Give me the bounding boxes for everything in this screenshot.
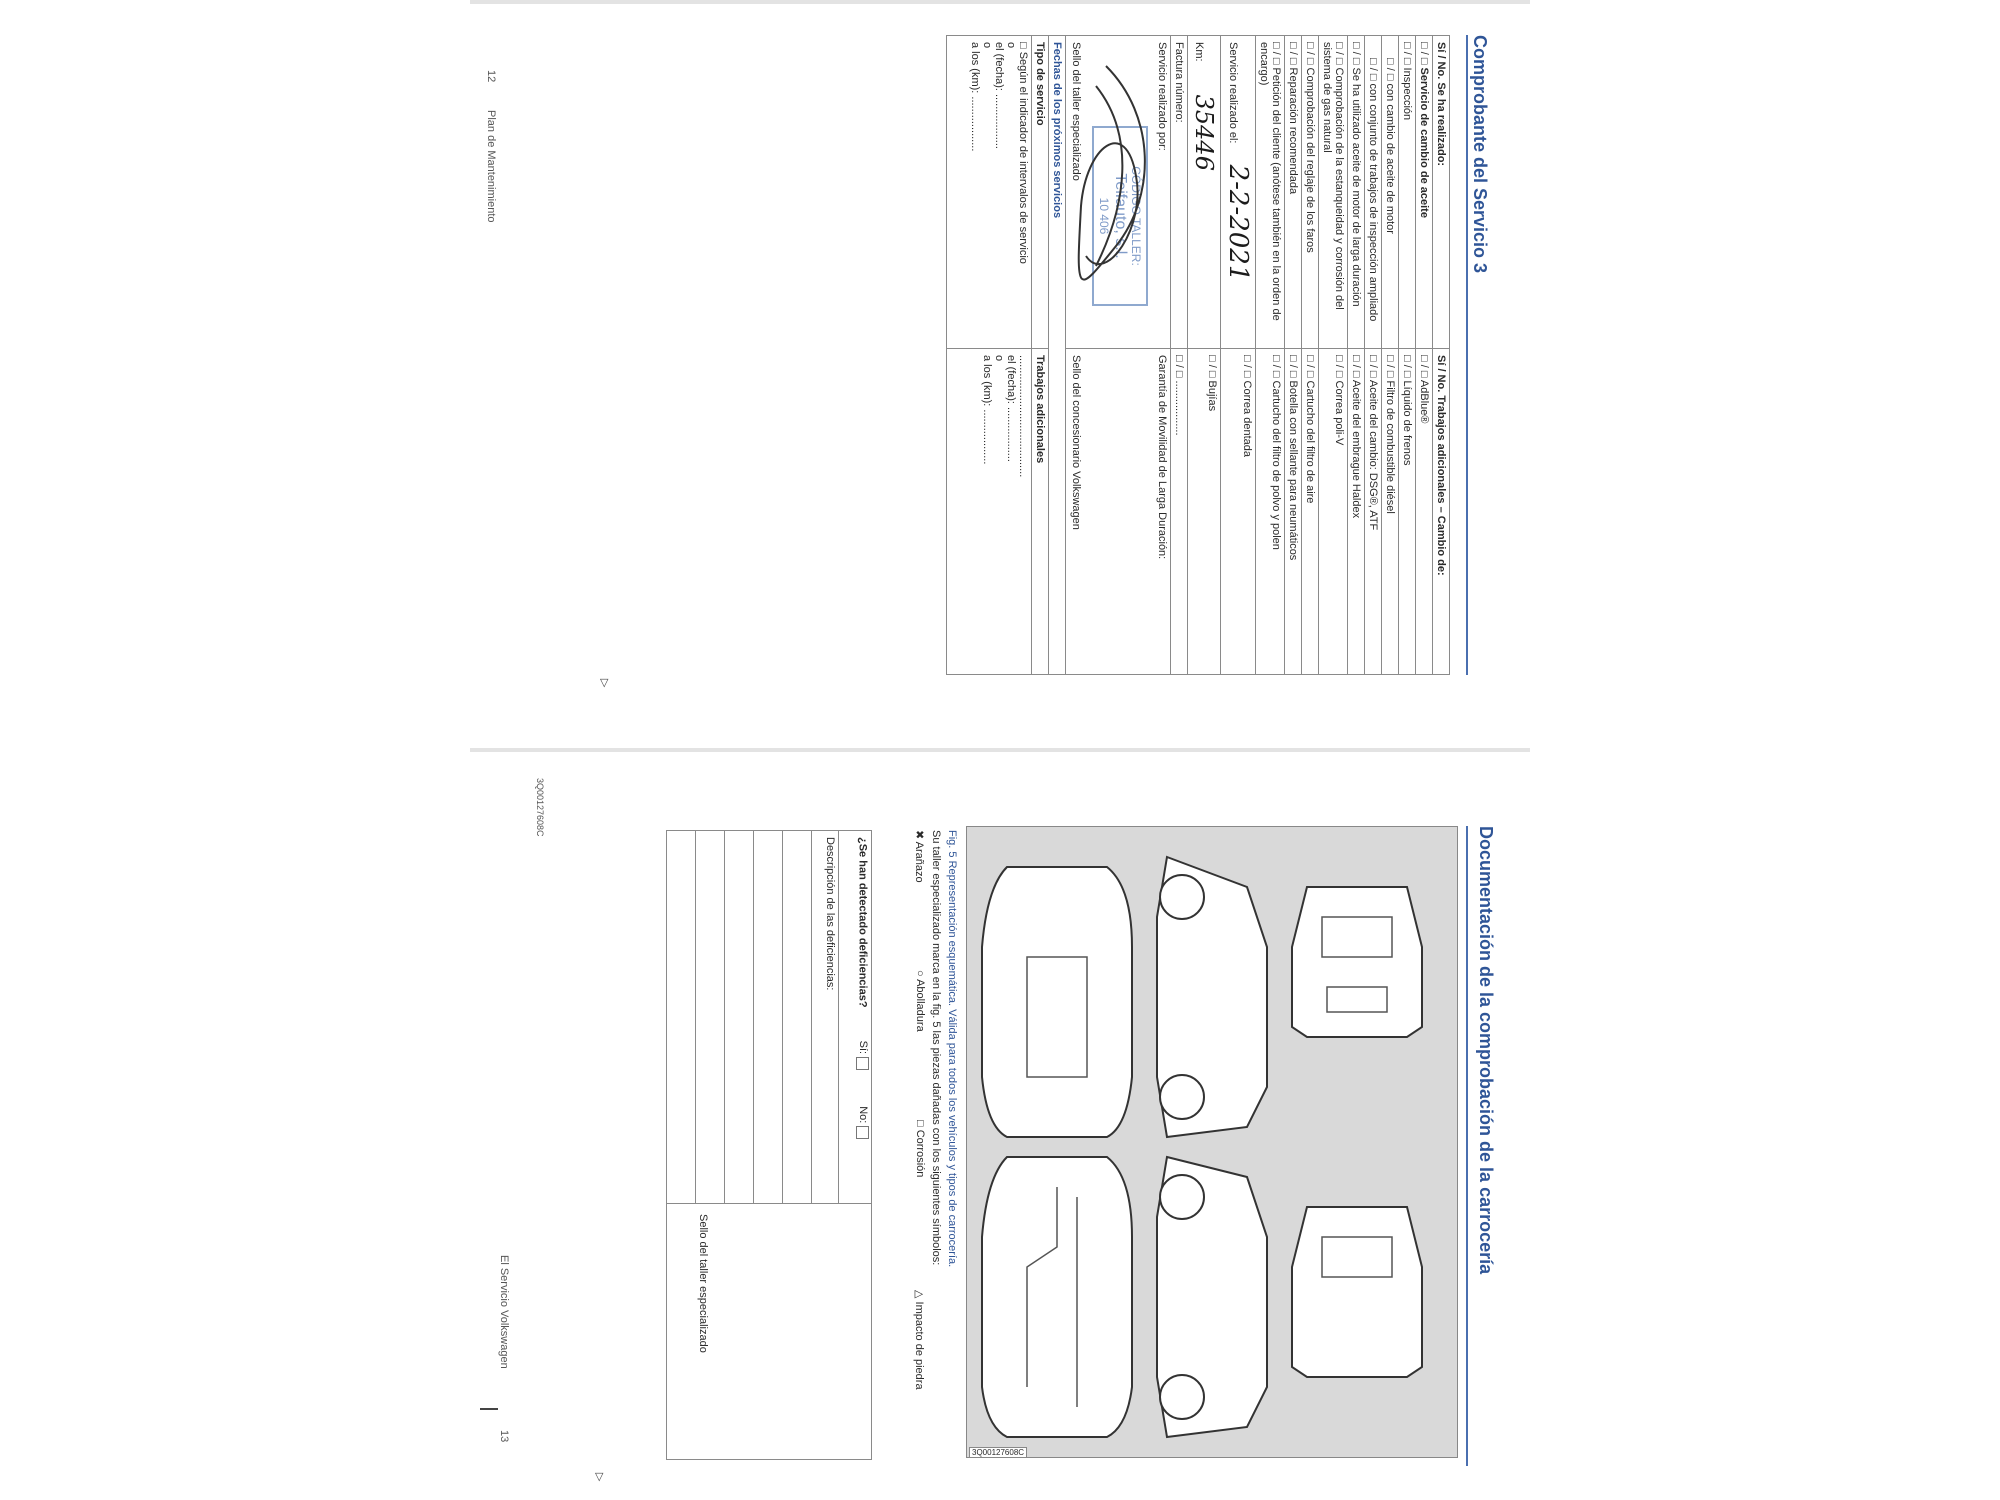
performed-by-cell (1066, 36, 1171, 349)
col2-row (1319, 349, 1348, 675)
car-rear-view (1292, 1207, 1422, 1377)
car-diagram-panel (966, 826, 1458, 1458)
col2-item-7: Botella con sellante para neumáticos (1287, 380, 1299, 561)
workshop-stamp-label: Sello del taller especializado (1070, 42, 1082, 181)
col1-item-1: Inspección (1401, 67, 1413, 121)
col1-header: Sí / No. Se ha realizado: (1433, 36, 1450, 349)
col2-row (1302, 349, 1319, 675)
checkbox-pair[interactable]: □ / □ (1241, 355, 1253, 378)
col1-row (1256, 36, 1285, 349)
service-form (946, 35, 1450, 675)
next-service-lines (947, 36, 1032, 349)
scan-fold-line (470, 748, 1530, 752)
left-footer-text: Plan de Mantenimiento (485, 110, 497, 223)
col2-row (1171, 349, 1188, 675)
col2-item-3: Aceite del cambio: DSG®, ATF (1367, 379, 1379, 531)
col2-row (1399, 349, 1416, 675)
symbol-corrosion: □ Corrosión (914, 1120, 926, 1178)
additional-work-line[interactable]: a los (km): .................. (981, 355, 993, 465)
deficiencies-table (666, 830, 872, 1460)
checkbox-pair[interactable]: □ / □ (1401, 42, 1413, 65)
yes-label: Sí: (856, 1040, 869, 1055)
col1-row (1365, 36, 1382, 349)
col1-row (1319, 36, 1348, 349)
col2-row (1285, 349, 1302, 675)
invoice-label: Factura número: (1173, 42, 1185, 123)
additional-work-lines (947, 349, 1032, 675)
marking-instruction: Su taller especializado marca en la fig. 5 las piezas dañadas con los siguientes símbolos: (930, 830, 942, 1266)
col1-item-7: Reparación recomendada (1287, 67, 1299, 195)
performed-by-label: Servicio realizado por: (1156, 42, 1168, 151)
workshop-stamp-cell (667, 1204, 872, 1460)
right-title-rule (1466, 826, 1468, 1466)
no-checkbox[interactable] (856, 1126, 869, 1139)
additional-work-label: Trabajos adicionales (1032, 349, 1049, 675)
col2-row (1256, 349, 1285, 675)
next-service-line: o (981, 42, 993, 49)
additional-work-line[interactable]: el (fecha): .................. (1005, 355, 1017, 462)
next-services-title: Fechas de los próximos servicios (1049, 36, 1066, 675)
checkbox-pair[interactable]: □ / □ (1367, 355, 1379, 378)
description-line[interactable] (754, 831, 783, 1204)
service-date-label: Servicio realizado el: (1227, 42, 1239, 144)
col2-row (1188, 349, 1221, 675)
service-date-cell (1221, 36, 1256, 349)
col1-item-4: Se ha utilizado aceite de motor de larga duración (1350, 67, 1362, 307)
col2-item-4: Aceite del embrague Haldex (1350, 379, 1362, 519)
col1-row (1348, 36, 1365, 349)
service-form-table (946, 35, 1450, 675)
col1-item-2: con cambio de aceite de motor (1384, 83, 1396, 234)
checkbox-pair[interactable]: □ / □ (1350, 42, 1362, 65)
left-page-title: Comprobante del Servicio 3 (1470, 35, 1490, 274)
right-corner-triangle: ▽ (595, 1471, 604, 1483)
col2-item-1: Líquido de frenos (1401, 380, 1413, 466)
col2-item-2: Filtro de combustible diésel (1384, 380, 1396, 514)
col2-header: Sí / No. Trabajos adicionales – Cambio de: (1433, 349, 1450, 675)
left-title-rule (1466, 35, 1468, 675)
dealer-stamp-label: Sello del concesionario Volkswagen (1070, 355, 1082, 530)
right-page-number: 13 (498, 1430, 510, 1443)
service-date-value[interactable]: 2-2-2021 (1223, 164, 1253, 282)
wheel (1160, 1175, 1204, 1219)
additional-work-line[interactable]: ........................................ (1017, 355, 1029, 478)
stamp-line: Teifauto, s.l. (1112, 173, 1129, 259)
checkbox-pair[interactable]: □ / □ (1418, 42, 1430, 65)
deficiencies-form (666, 830, 872, 1460)
right-page-title: Documentación de la comprobación de la carrocería (1476, 826, 1496, 1275)
col1-row (1416, 36, 1433, 349)
km-label: Km: (1193, 42, 1205, 62)
left-corner-triangle: ▽ (600, 677, 609, 689)
checkbox-pair[interactable]: □ / □ (1304, 42, 1316, 65)
additional-work-line: o (993, 355, 1005, 362)
km-cell (1188, 36, 1221, 349)
car-diagram (967, 827, 1457, 1457)
deficiencies-question: ¿Se han detectado deficiencias? (856, 837, 869, 1008)
symbol-stone-impact: △ Impacto de piedra (913, 1290, 925, 1390)
invoice-cell (1171, 36, 1188, 349)
checkbox-pair[interactable]: □ / □ (1333, 355, 1345, 378)
car-top-view (982, 867, 1132, 1137)
doc-ref: 3Q00127608C (535, 778, 545, 837)
col2-item-9: Correa dentada (1241, 380, 1253, 457)
next-service-line[interactable]: el (fecha): .................. (993, 42, 1005, 149)
col1-row (1399, 36, 1416, 349)
symbol-dent: ○ Abolladura (914, 970, 926, 1032)
col2-item-11: .................. (1173, 380, 1185, 436)
col1-row (1285, 36, 1302, 349)
right-footer-bar (480, 1408, 498, 1410)
col2-item-0: AdBlue® (1418, 379, 1430, 424)
checkbox-pair[interactable]: □ / □ (1304, 355, 1316, 378)
checkbox-pair[interactable]: □ / □ (1206, 355, 1218, 378)
right-footer-text: El Servicio Volkswagen (498, 1255, 510, 1369)
col2-item-6: Cartucho del filtro de aire (1304, 380, 1316, 504)
description-line[interactable] (725, 831, 754, 1204)
checkbox-pair[interactable]: □ / □ (1401, 355, 1413, 378)
km-value[interactable]: 35446 (1190, 94, 1218, 171)
checkbox-pair[interactable]: □ / □ (1287, 42, 1299, 65)
col2-row (1382, 349, 1399, 675)
checkbox-pair[interactable]: □ / □ (1384, 58, 1396, 81)
description-label: Descripción de las deficiencias: (812, 831, 839, 1204)
stamp-line: 10 406 (1097, 197, 1111, 235)
service-type-label: Tipo de servicio (1032, 36, 1049, 349)
car-front-view (1292, 887, 1422, 1037)
col1-item-0: Servicio de cambio de aceite (1418, 67, 1430, 218)
wheel (1160, 1075, 1204, 1119)
col2-item-5: Correa poli-V (1333, 380, 1345, 446)
col1-row (1382, 36, 1399, 349)
col1-item-6: Comprobación del reglaje de los faros (1304, 67, 1316, 253)
col1-item-3: con conjunto de trabajos de inspección ampliado (1367, 83, 1379, 322)
warranty-label: Garantía de Movilidad de Larga Duración: (1156, 355, 1168, 560)
checkbox-pair[interactable]: □ / □ (1350, 355, 1362, 378)
col2-item-8: Cartucho del filtro de polvo y polen (1270, 380, 1282, 550)
description-line[interactable] (783, 831, 812, 1204)
right-workshop-stamp-label: Sello del taller especializado (697, 1214, 709, 1353)
col1-item-8: Petición del cliente (anótese también en la orden de encargo) (1258, 42, 1282, 321)
col2-row (1221, 349, 1256, 675)
wheel (1160, 1375, 1204, 1419)
checkbox-pair[interactable]: □ / □ (1367, 58, 1379, 81)
no-label: No: (856, 1106, 869, 1124)
stamp-line: CÓDIGO TALLER: (1129, 166, 1143, 266)
checkbox-pair[interactable]: □ / □ (1270, 42, 1282, 65)
scan-edge-top (470, 0, 1530, 4)
checkbox-pair[interactable]: □ / □ (1270, 355, 1282, 378)
symbol-scratch: ✖ Arañazo (913, 830, 925, 883)
description-line[interactable] (667, 831, 696, 1204)
next-service-line: o (1005, 42, 1017, 49)
warranty-cell (1066, 349, 1171, 675)
col2-item-10: Bujías (1206, 380, 1218, 412)
col2-row (1348, 349, 1365, 675)
wheel (1160, 875, 1204, 919)
checkbox-pair[interactable]: □ / □ (1384, 355, 1396, 378)
yes-checkbox[interactable] (856, 1057, 869, 1070)
description-line[interactable] (696, 831, 725, 1204)
col2-row (1416, 349, 1433, 675)
deficiencies-question-cell (839, 831, 872, 1204)
col2-row (1365, 349, 1382, 675)
figure-ref: 3Q00127608C (969, 1447, 1027, 1458)
next-service-line[interactable]: □ Según el indicador de intervalos de servicio (1017, 42, 1029, 264)
col1-row (1302, 36, 1319, 349)
checkbox-pair[interactable]: □ / □ (1418, 355, 1430, 378)
next-service-line[interactable]: a los (km): .................. (969, 42, 981, 152)
left-page-number: 12 (485, 70, 497, 83)
checkbox-pair[interactable]: □ / □ (1287, 355, 1299, 378)
checkbox-pair[interactable]: □ / □ (1333, 42, 1345, 65)
col1-item-5: Comprobación de la estanqueidad y corrosión del sistema de gas natural (1321, 42, 1345, 310)
figure-caption: Fig. 5 Representación esquemática. Válida para todos los vehículos y tipos de carrocería. (946, 830, 958, 1268)
checkbox-pair[interactable]: □ / □ (1173, 355, 1185, 378)
